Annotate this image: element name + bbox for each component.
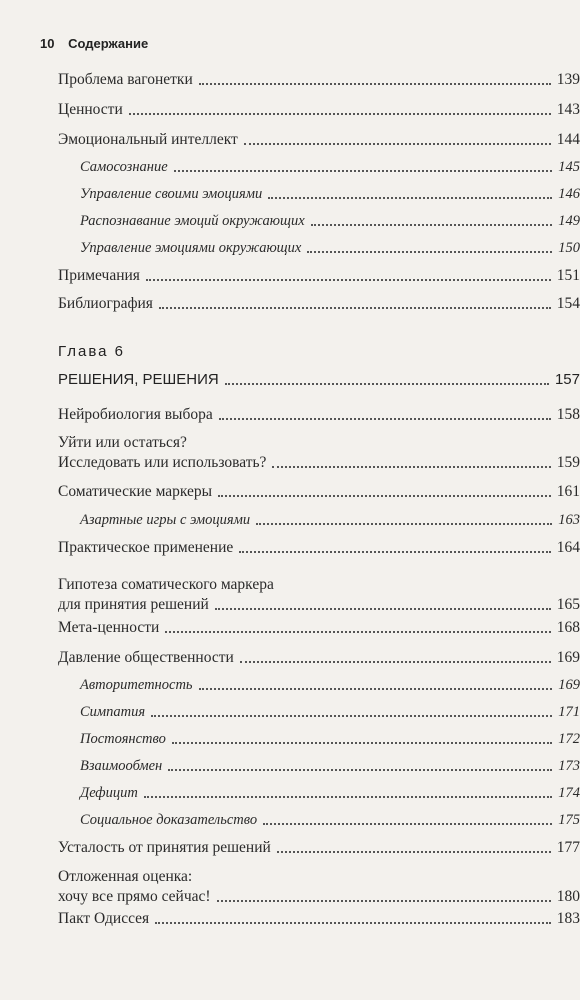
entry-page-number: 169	[558, 677, 580, 693]
toc-subentry	[80, 157, 580, 177]
entry-label: Практическое применение	[58, 539, 234, 556]
dot-leader	[165, 631, 550, 633]
entry-page-number: 169	[556, 649, 580, 666]
entry-label-continued: хочу все прямо сейчас!	[58, 888, 211, 905]
toc-entry	[58, 867, 580, 907]
entry-label: Эмоциональный интеллект	[58, 131, 238, 148]
entry-label: Симпатия	[80, 704, 146, 720]
entry-label: Отложенная оценка:	[58, 868, 193, 885]
dot-leader	[151, 715, 552, 717]
dot-leader	[199, 83, 551, 85]
toc-entry	[58, 294, 580, 314]
entry-label: Социальное доказательство	[80, 812, 258, 828]
entry-page-number: 143	[556, 101, 580, 118]
toc-entry	[58, 648, 580, 668]
entry-page-number: 139	[556, 71, 580, 88]
entry-label: Соматические маркеры	[58, 483, 213, 500]
header-page-number: 10	[40, 36, 55, 51]
dot-leader	[218, 495, 551, 497]
entry-page-number: 158	[556, 406, 580, 423]
entry-label: Нейробиология выбора	[58, 406, 213, 423]
entry-label: Азартные игры с эмоциями	[80, 512, 251, 528]
toc-subentry	[80, 211, 580, 231]
entry-label: Примечания	[58, 267, 140, 284]
entry-label-continued: Исследовать или использовать?	[58, 454, 267, 471]
toc-entry	[58, 909, 580, 929]
toc-subentry	[80, 184, 580, 204]
toc-entry	[58, 482, 580, 502]
dot-leader	[129, 113, 551, 115]
dot-leader	[256, 523, 552, 525]
dot-leader	[155, 922, 551, 924]
dot-leader	[307, 251, 552, 253]
entry-page-number: 168	[556, 619, 580, 636]
dot-leader	[225, 383, 549, 385]
entry-label: Авторитетность	[80, 677, 193, 693]
entry-label: Управление эмоциями окружающих	[80, 240, 302, 256]
dot-leader	[174, 170, 553, 172]
entry-page-number: 180	[556, 888, 580, 905]
toc-entry	[58, 266, 580, 286]
dot-leader	[168, 769, 552, 771]
entry-label: Проблема вагонетки	[58, 71, 193, 88]
toc-subentry	[80, 675, 580, 695]
entry-page-number: 159	[556, 454, 580, 471]
toc-subentry	[80, 756, 580, 776]
toc-entry	[58, 100, 580, 120]
dot-leader	[240, 661, 551, 663]
entry-page-number: 145	[558, 159, 580, 175]
entry-label: Библиография	[58, 295, 153, 312]
toc-entry	[58, 130, 580, 150]
chapter-label: Глава 6	[58, 343, 126, 360]
toc-subentry	[80, 729, 580, 749]
dot-leader	[172, 742, 552, 744]
toc-entry	[58, 575, 580, 615]
entry-page-number: 164	[556, 539, 580, 556]
dot-leader	[263, 823, 552, 825]
dot-leader	[311, 224, 553, 226]
entry-page-number: 163	[558, 512, 580, 528]
dot-leader	[215, 608, 551, 610]
entry-page-number: 173	[558, 758, 580, 774]
dot-leader	[239, 551, 550, 553]
entry-label: Самосознание	[80, 159, 168, 175]
entry-label: Уйти или остаться?	[58, 434, 187, 451]
entry-label: Усталость от принятия решений	[58, 839, 271, 856]
entry-page-number: 144	[556, 131, 580, 148]
toc-entry	[58, 70, 580, 90]
toc-subentry	[80, 510, 580, 530]
dot-leader	[144, 796, 552, 798]
dot-leader	[159, 307, 551, 309]
entry-label: Пакт Одиссея	[58, 910, 150, 927]
entry-page-number: 151	[556, 267, 580, 284]
entry-page-number: 165	[556, 596, 580, 613]
entry-label: Гипотеза соматического маркера	[58, 576, 274, 593]
dot-leader	[244, 143, 551, 145]
dot-leader	[217, 900, 551, 902]
running-header	[40, 36, 148, 51]
toc-subentry	[80, 702, 580, 722]
entry-label: Мета-ценности	[58, 619, 160, 636]
entry-page-number: 161	[556, 483, 580, 500]
toc-entry	[58, 838, 580, 858]
dot-leader	[219, 418, 551, 420]
entry-label: Взаимообмен	[80, 758, 163, 774]
entry-page-number: 172	[558, 731, 580, 747]
dot-leader	[268, 197, 552, 199]
entry-page-number: 174	[558, 785, 580, 801]
entry-label: Дефицит	[80, 785, 138, 801]
dot-leader	[277, 851, 551, 853]
entry-page-number: 154	[556, 295, 580, 312]
entry-label: Распознавание эмоций окружающих	[80, 213, 305, 229]
chapter-page: 157	[554, 371, 580, 388]
toc-subentry	[80, 783, 580, 803]
entry-page-number: 177	[556, 839, 580, 856]
toc-subentry	[80, 238, 580, 258]
entry-page-number: 150	[558, 240, 580, 256]
header-title: Содержание	[68, 36, 149, 51]
dot-leader	[199, 688, 553, 690]
entry-label: Постоянство	[80, 731, 166, 747]
entry-label: Управление своими эмоциями	[80, 186, 263, 202]
entry-label-continued: для принятия решений	[58, 596, 209, 613]
toc-entry	[58, 433, 580, 473]
dot-leader	[146, 279, 551, 281]
entry-label: Ценности	[58, 101, 123, 118]
entry-page-number: 171	[558, 704, 580, 720]
entry-label: Давление общественности	[58, 649, 234, 666]
chapter-title-row	[58, 370, 580, 390]
toc-entry	[58, 405, 580, 425]
entry-page-number: 149	[558, 213, 580, 229]
dot-leader	[272, 466, 550, 468]
entry-page-number: 146	[558, 186, 580, 202]
toc-entry	[58, 618, 580, 638]
chapter-title: РЕШЕНИЯ, РЕШЕНИЯ	[58, 371, 219, 388]
toc-subentry	[80, 810, 580, 830]
entry-page-number: 175	[558, 812, 580, 828]
toc-entry	[58, 538, 580, 558]
entry-page-number: 183	[556, 910, 580, 927]
